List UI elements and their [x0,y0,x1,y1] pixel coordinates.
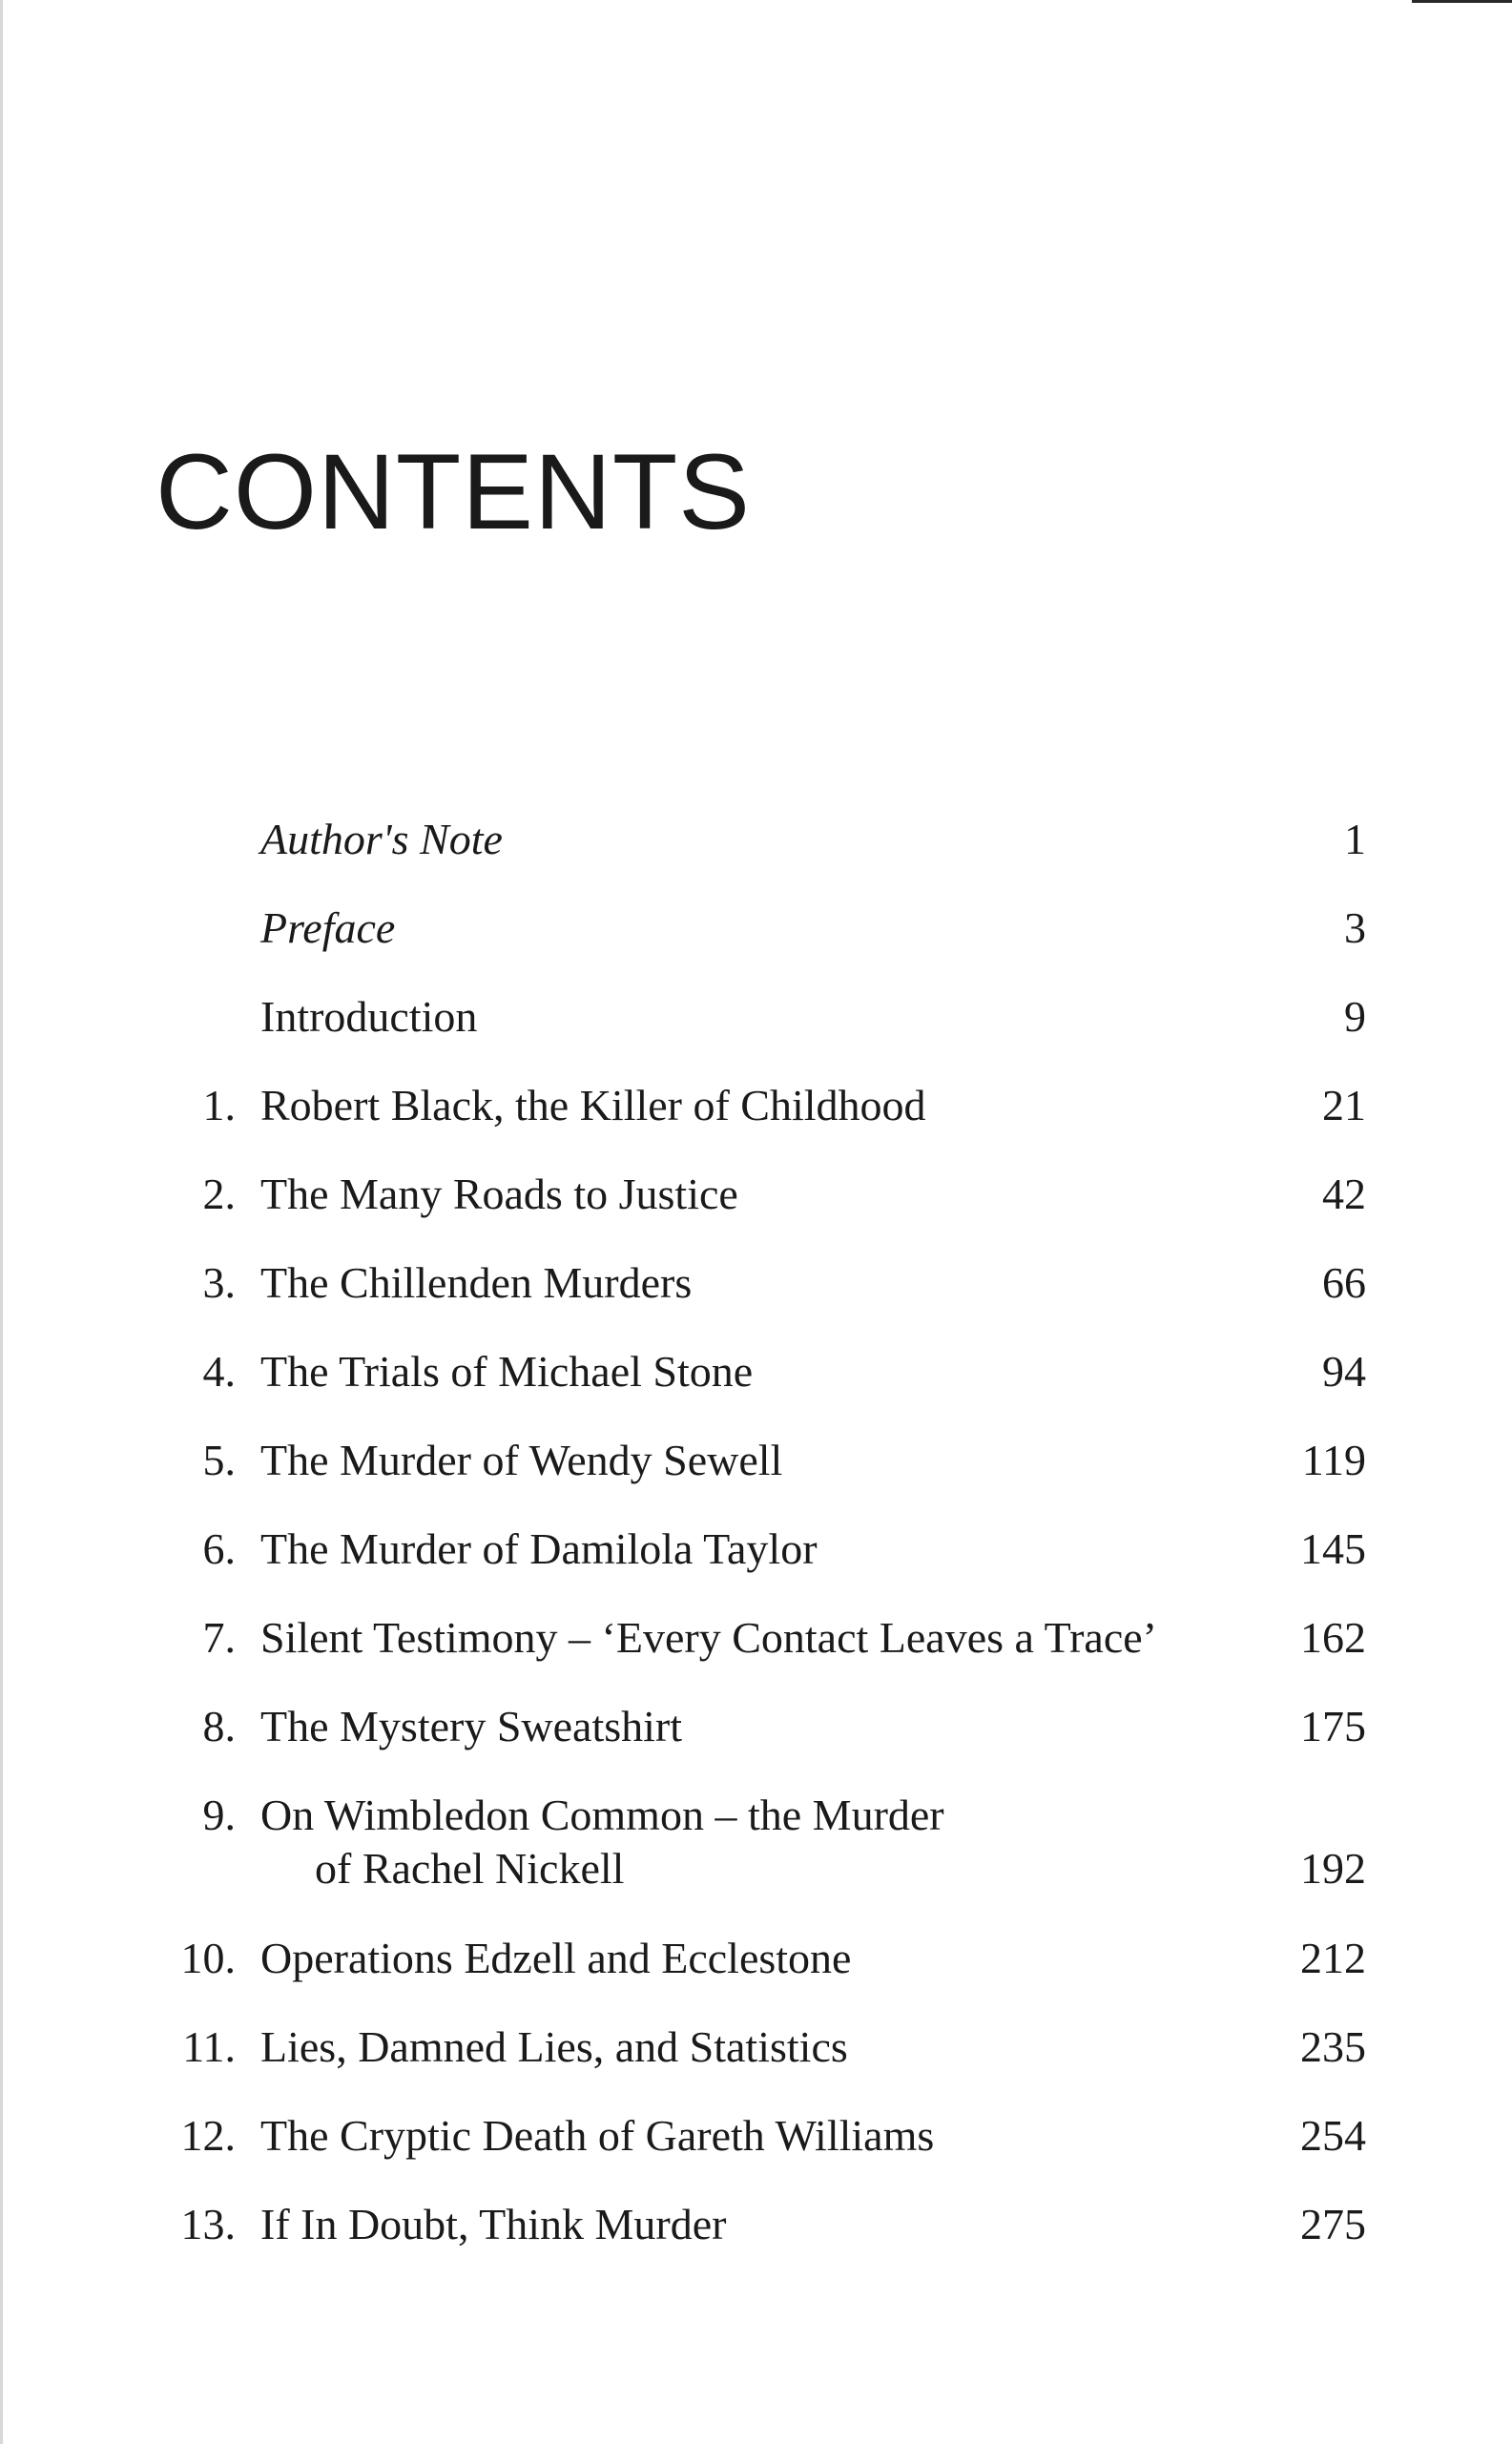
toc-entry-number: 10. [180,1934,236,1982]
toc-entry-page-number: 3 [1344,903,1366,952]
toc-entry-page-number: 162 [1300,1613,1366,1662]
toc-entry-number: 13. [180,2200,236,2248]
toc-entry-page-number: 175 [1300,1702,1366,1750]
toc-entry [0,1072,1512,1161]
toc-entry-number: 1. [202,1081,236,1129]
toc-entry-page-number: 9 [1344,992,1366,1041]
toc-entry-number: 9. [202,1791,236,1839]
toc-entry-page-number: 212 [1300,1934,1366,1982]
toc-entry-number: 5. [202,1436,236,1484]
toc-entry-page-number: 254 [1300,2111,1366,2160]
toc-entry-page-number: 235 [1300,2022,1366,2071]
toc-entry-title: Lies, Damned Lies, and Statistics [260,2022,848,2071]
toc-entry-title: The Trials of Michael Stone [260,1347,754,1396]
toc-entry [0,1161,1512,1250]
toc-entry [0,2014,1512,2102]
toc-entry-number: 8. [202,1702,236,1750]
toc-entry-title-continuation: of Rachel Nickell [315,1844,625,1893]
toc-entry-title: Author's Note [260,815,503,863]
toc-entry-page-number: 66 [1322,1258,1366,1307]
toc-entry-number: 3. [202,1258,236,1307]
top-edge-rule [1412,0,1512,3]
toc-entry-page-number: 145 [1300,1524,1366,1573]
toc-entry-title: The Cryptic Death of Gareth Williams [260,2111,935,2160]
page-title: CONTENTS [155,432,751,551]
toc-entry-number: 7. [202,1613,236,1662]
toc-entry [0,1605,1512,1693]
toc-entry-title: The Murder of Wendy Sewell [260,1436,783,1484]
toc-entry [0,1427,1512,1516]
toc-entry-page-number: 1 [1344,815,1366,863]
toc-entry-number: 12. [180,2111,236,2160]
toc-entry [0,1782,1512,1925]
toc-entry [0,895,1512,984]
toc-entry-title: Robert Black, the Killer of Childhood [260,1081,926,1129]
toc-entry-title: Operations Edzell and Ecclestone [260,1934,852,1982]
toc-entry-number: 2. [202,1170,236,1218]
toc-entry-title: The Many Roads to Justice [260,1170,738,1218]
toc-entry-page-number: 192 [1300,1844,1366,1893]
toc-entry [0,1516,1512,1605]
toc-entry-page-number: 42 [1322,1170,1366,1218]
toc-entry-title: On Wimbledon Common – the Murder [260,1791,944,1839]
toc-entry-number: 11. [182,2022,236,2071]
toc-entry [0,1925,1512,2014]
toc-entry-title: If In Doubt, Think Murder [260,2200,727,2248]
toc-entry-title: Preface [260,903,396,952]
toc-entry-title: The Murder of Damilola Taylor [260,1524,818,1573]
toc-entry [0,1338,1512,1427]
toc-entry-title: Introduction [260,992,478,1041]
toc-entry-title: The Mystery Sweatshirt [260,1702,683,1750]
toc-entry [0,2191,1512,2280]
toc-entry-title: Silent Testimony – ‘Every Contact Leaves a Trace’ [260,1613,1157,1662]
toc-entry-number: 4. [202,1347,236,1396]
table-of-contents [0,806,1512,2280]
toc-entry [0,1250,1512,1338]
toc-entry [0,984,1512,1072]
toc-entry-page-number: 119 [1301,1436,1366,1484]
toc-entry-page-number: 21 [1322,1081,1366,1129]
toc-entry-page-number: 94 [1322,1347,1366,1396]
toc-entry [0,806,1512,895]
toc-entry-title: The Chillenden Murders [260,1258,693,1307]
toc-entry-number: 6. [202,1524,236,1573]
toc-entry-page-number: 275 [1300,2200,1366,2248]
toc-entry [0,1693,1512,1782]
toc-entry [0,2102,1512,2191]
